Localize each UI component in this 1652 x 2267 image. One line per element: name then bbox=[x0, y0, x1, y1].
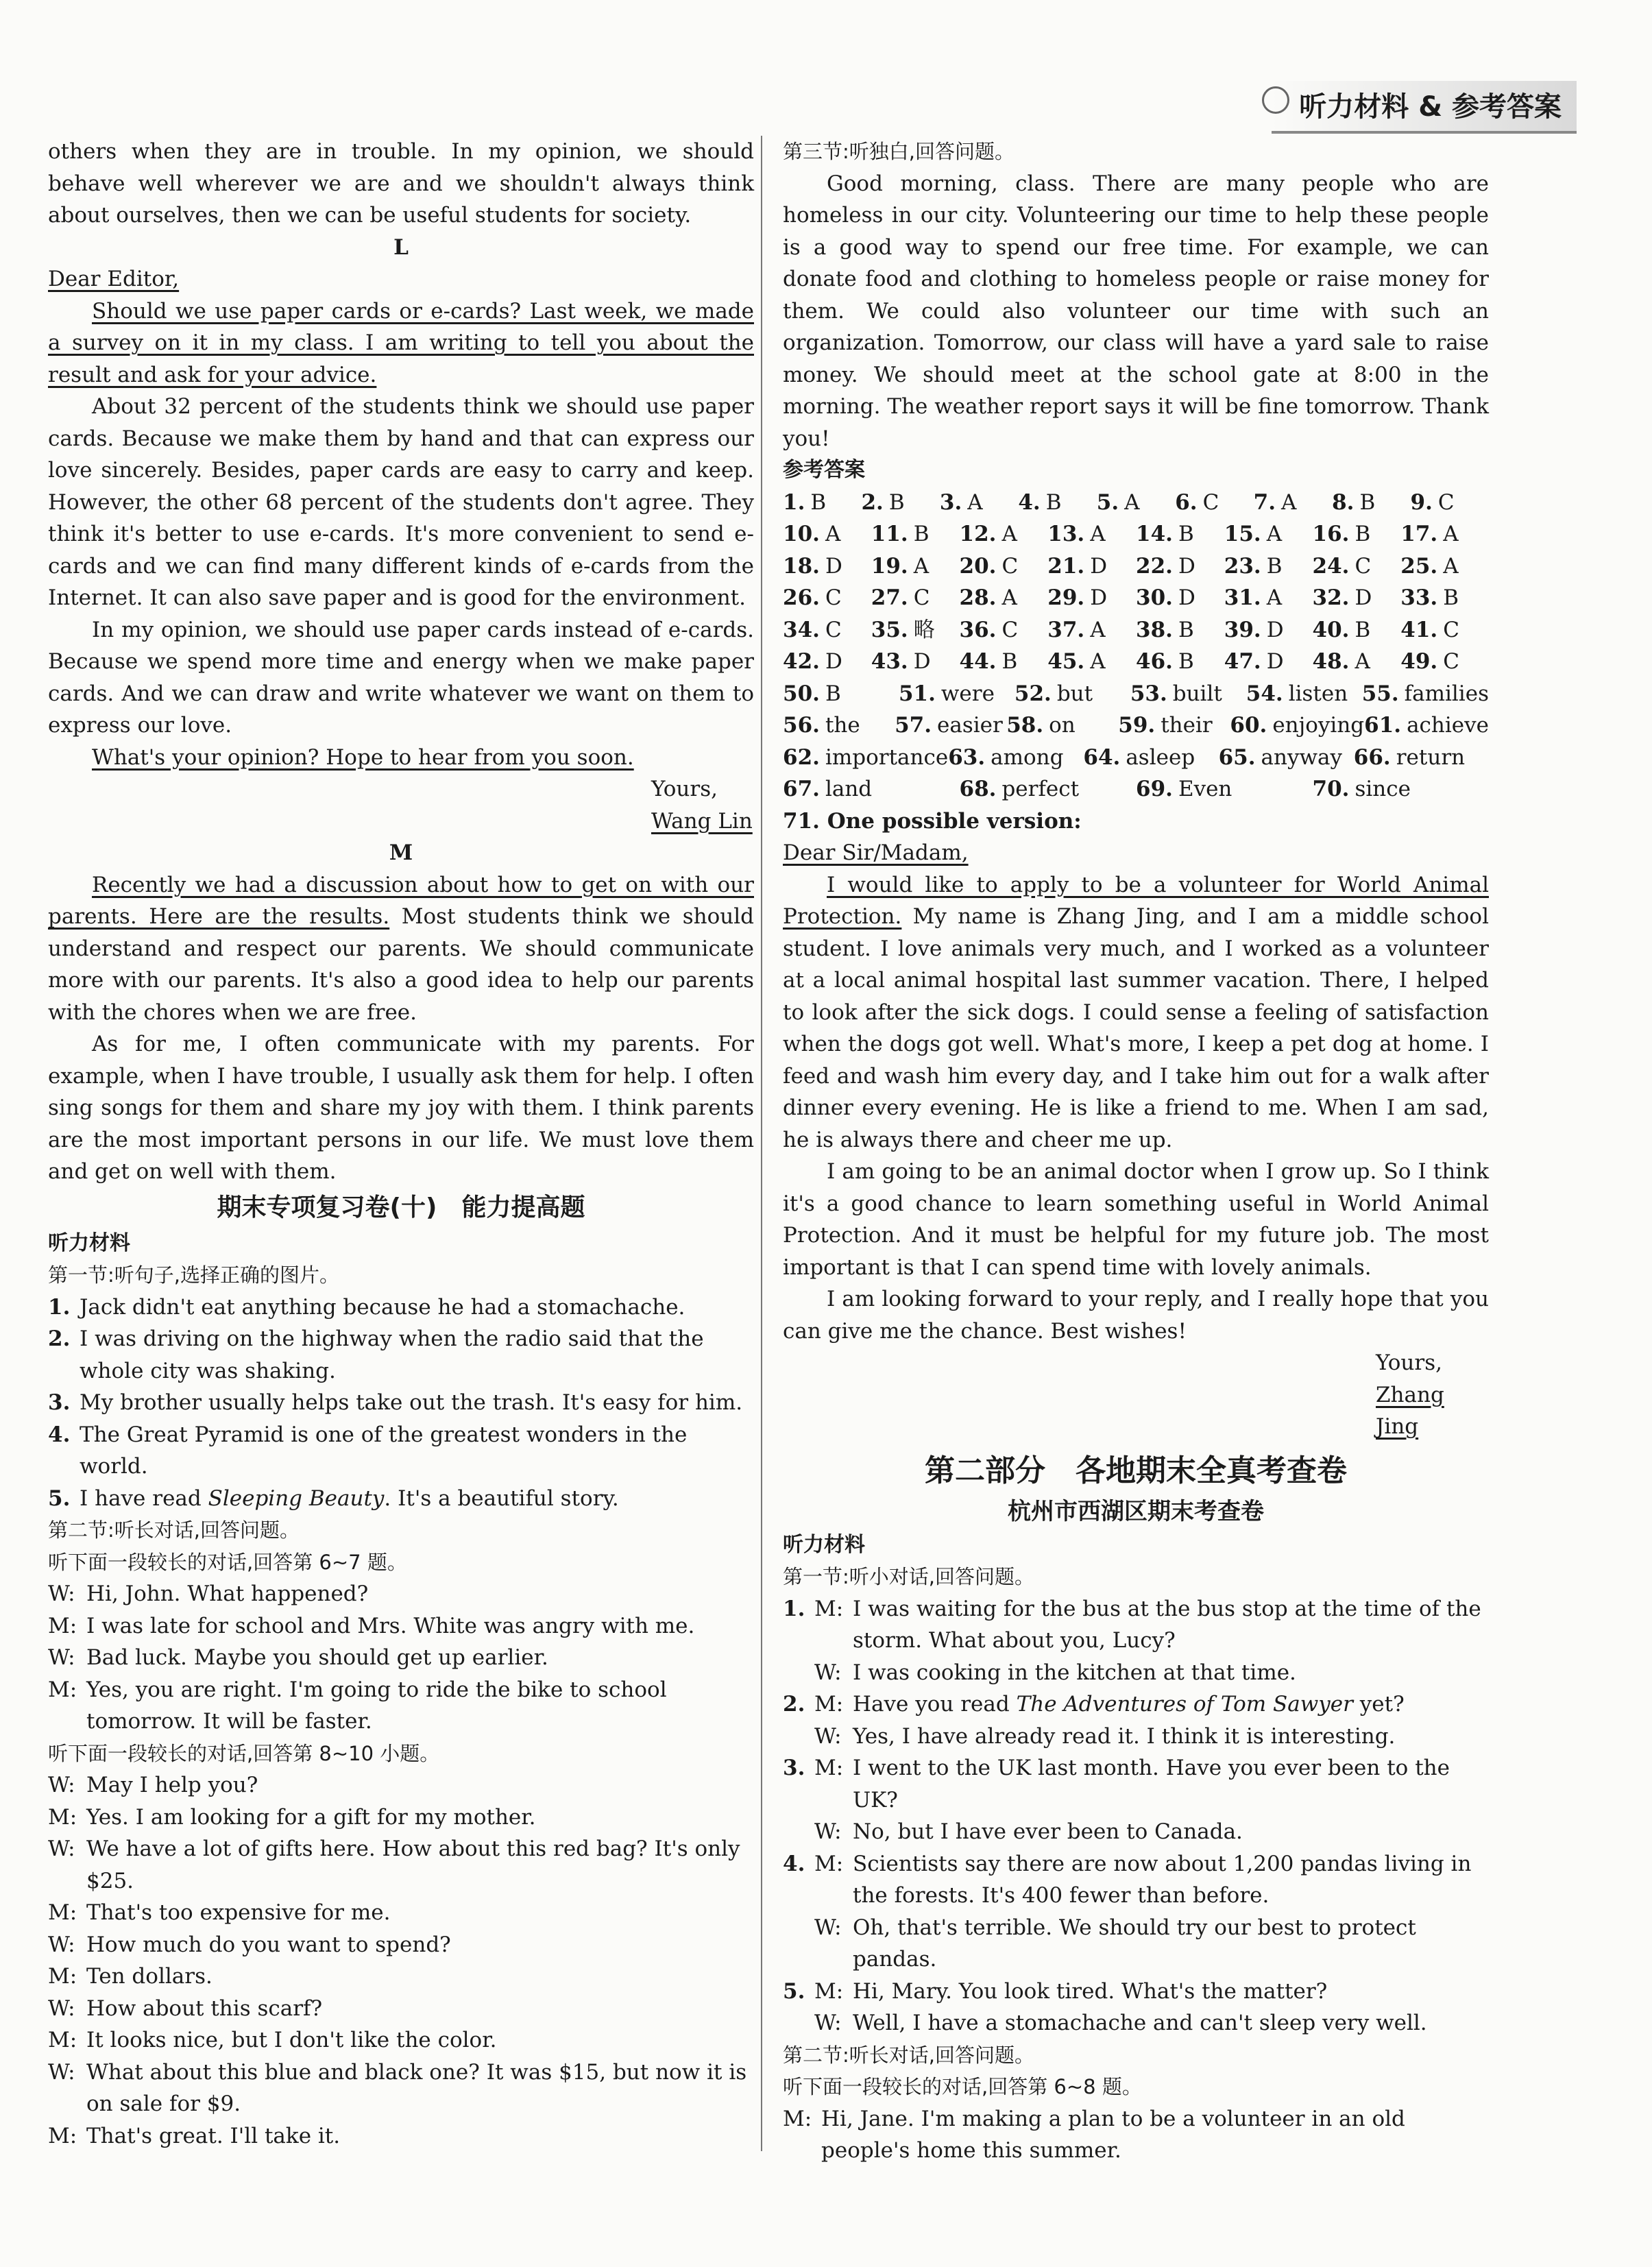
answer-item: 70. since bbox=[1312, 777, 1411, 801]
answer-item: 16. B bbox=[1312, 522, 1371, 546]
essay-l-close: Yours, bbox=[651, 777, 718, 801]
right-column bbox=[783, 136, 1489, 2167]
essay-label: 71. One possible version: bbox=[783, 808, 1082, 834]
answer-item: 4. B bbox=[1018, 489, 1062, 515]
section-header-tag bbox=[1272, 81, 1577, 134]
essay-p2: I am going to be an animal doctor when I grow up. So I think it's a good chance to learn something useful in World Animal Protection. And it must be helpful for my future job. The most important is that I can spend time with lovely animals. bbox=[783, 1159, 1489, 1280]
answer-item: 38. B bbox=[1136, 617, 1194, 642]
dialog-line: W: Hi, John. What happened? bbox=[48, 1581, 369, 1606]
part3-instruction: 第三节:听独白,回答问题。 bbox=[783, 140, 1015, 163]
essay-p1: I would like to apply to be a volunteer for World Animal Protection. My name is Zhang Jing, and I am a middle school student. I love animals very much, and I worked as a volunteer at a local animal hospital last summer vacation. There, I helped to look after the sick dogs. I could sense a feeling of satisfaction when the dogs got well. What's more, I keep a pet dog at home. I feed and wash him every day, and I take him out for a walk after dinner every evening. He is like a friend to me. When I am sad, he is always there and cheer me up. bbox=[783, 872, 1489, 1152]
dialog-line: M: It looks nice, but I don't like the color. bbox=[48, 2028, 497, 2052]
sentence-item: 5. I have read Sleeping Beauty. It's a beautiful story. bbox=[48, 1486, 619, 1511]
left-column bbox=[48, 136, 754, 2152]
section1-instruction: 第一节:听小对话,回答问题。 bbox=[783, 1565, 1034, 1588]
answer-row bbox=[783, 678, 1489, 710]
essay-l-p1: Should we use paper cards or e-cards? Last week, we made a survey on it in my class. I am writing to tell you about the result and ask for your advice. bbox=[48, 298, 754, 387]
short-dialog: 1. M: I was waiting for the bus at the bus stop at the time of the storm. What about you, Lucy? bbox=[783, 1596, 1481, 1653]
answer-item: 57. easier bbox=[895, 713, 1003, 738]
answer-item: 55. families bbox=[1361, 681, 1489, 706]
answer-row bbox=[783, 487, 1489, 519]
dialog-line: M: Yes. I am looking for a gift for my mother. bbox=[48, 1804, 536, 1830]
part1-instruction: 第一节:听句子,选择正确的图片。 bbox=[48, 1263, 339, 1287]
short-dialog: 4. M: Scientists say there are now about 1,200 pandas living in the forests. It's 400 fewer than before. bbox=[783, 1851, 1472, 1908]
answer-item: 60. enjoying bbox=[1230, 713, 1365, 738]
section2-intro: 听下面一段较长的对话,回答第 6~8 题。 bbox=[783, 2075, 1142, 2098]
sentence-item: 2. I was driving on the highway when the radio said that the whole city was shaking. bbox=[48, 1326, 704, 1383]
short-dialog: 5. M: Hi, Mary. You look tired. What's the matter? bbox=[783, 1978, 1328, 2004]
answer-item: 47. D bbox=[1224, 649, 1284, 674]
answer-item: 32. D bbox=[1312, 585, 1372, 610]
part2-instruction: 第二节:听长对话,回答问题。 bbox=[48, 1518, 300, 1542]
answer-item: 33. B bbox=[1400, 585, 1459, 610]
answer-item: 61. achieve bbox=[1364, 713, 1490, 738]
essay-l-signature: Wang Lin bbox=[651, 808, 753, 834]
answer-item: 25. A bbox=[1400, 553, 1459, 579]
answer-item: 52. but bbox=[1014, 681, 1093, 706]
answer-item: 13. A bbox=[1047, 522, 1106, 546]
essay-l-p2: About 32 percent of the students think we should use paper cards. Because we make them by hand and that can express our love sincerely. Besides, paper cards are easy to carry and keep. However, the other 68 percent of the students don't agree. They think it's better to use e-cards. It's more convenient to send e-cards and we can find many different kinds of e-cards from the Internet. It can also save paper and is good for the environment. bbox=[48, 394, 754, 610]
answer-item: 54. listen bbox=[1246, 681, 1348, 706]
dialog-line: W: We have a lot of gifts here. How about this red bag? It's only $25. bbox=[48, 1836, 740, 1893]
answer-item: 5. A bbox=[1096, 489, 1140, 515]
answer-item: 41. C bbox=[1400, 617, 1459, 642]
answer-row bbox=[783, 773, 1489, 805]
answer-item: 65. anyway bbox=[1218, 744, 1343, 770]
dialog-line: M: That's great. I'll take it. bbox=[48, 2123, 341, 2148]
answer-item: 40. B bbox=[1312, 617, 1371, 642]
essay-greeting: Dear Sir/Madam, bbox=[783, 840, 969, 865]
answer-item: 67. land bbox=[783, 777, 873, 801]
circle-decoration-icon bbox=[1262, 86, 1289, 114]
answer-item: 23. B bbox=[1224, 553, 1283, 579]
answer-item: 24. C bbox=[1312, 553, 1372, 579]
answer-item: 3. A bbox=[939, 489, 983, 515]
answer-item: 50. B bbox=[783, 681, 841, 706]
answer-item: 31. A bbox=[1224, 585, 1283, 610]
answer-row bbox=[783, 550, 1489, 583]
answer-item: 12. A bbox=[959, 522, 1017, 546]
sentence-item: 4. The Great Pyramid is one of the greatest wonders in the world. bbox=[48, 1422, 688, 1479]
essay-l-heading: L bbox=[393, 234, 409, 260]
essay-l-greeting: Dear Editor, bbox=[48, 267, 180, 291]
dialog-line: M: Ten dollars. bbox=[48, 1964, 212, 1989]
answer-item: 45. A bbox=[1047, 649, 1106, 674]
answer-item: 49. C bbox=[1400, 649, 1459, 674]
answer-item: 43. D bbox=[871, 649, 931, 674]
answer-row bbox=[783, 614, 1489, 646]
essay-m-p1: Recently we had a discussion about how to get on with our parents. Here are the results. Most students think we should understand and respect our parents. We should communicate more with our parents. It's also a good idea to help our parents with the chores when we are free. bbox=[48, 872, 755, 1025]
answer-item: 8. B bbox=[1332, 489, 1376, 515]
answer-item: 21. D bbox=[1047, 553, 1108, 579]
dialog1-intro: 听下面一段较长的对话,回答第 6~7 题。 bbox=[48, 1550, 407, 1574]
answer-row bbox=[783, 582, 1489, 614]
answer-item: 66. return bbox=[1353, 744, 1466, 770]
short-dialog-reply: W: Oh, that's terrible. We should try our best to protect pandas. bbox=[814, 1915, 1416, 1972]
essay-p3: I am looking forward to your reply, and I really hope that you can give me the chance. Best wishes! bbox=[783, 1287, 1489, 1344]
answer-item: 64. asleep bbox=[1083, 744, 1195, 770]
answer-item: 6. C bbox=[1175, 489, 1219, 515]
listening-heading-2: 听力材料 bbox=[783, 1532, 865, 1557]
essay-m-heading: M bbox=[389, 840, 413, 865]
answer-item: 62. importance bbox=[783, 744, 949, 770]
answer-item: 53. built bbox=[1130, 681, 1222, 706]
answer-item: 46. B bbox=[1136, 649, 1194, 674]
answer-item: 42. D bbox=[783, 649, 842, 674]
answer-item: 2. B bbox=[861, 489, 905, 515]
answer-item: 14. B bbox=[1136, 522, 1194, 546]
short-dialog-reply: W: I was cooking in the kitchen at that time. bbox=[814, 1660, 1296, 1685]
answer-item: 56. the bbox=[783, 713, 860, 738]
dialog-line: W: What about this blue and black one? It was $15, but now it is on sale for $9. bbox=[48, 2059, 747, 2116]
answer-item: 37. A bbox=[1047, 617, 1106, 642]
answer-item: 27. C bbox=[871, 585, 930, 610]
sentence-item: 1. Jack didn't eat anything because he had a stomachache. bbox=[48, 1294, 685, 1320]
answer-item: 29. D bbox=[1047, 585, 1108, 610]
answer-item: 15. A bbox=[1224, 522, 1283, 546]
answer-item: 69. Even bbox=[1136, 777, 1232, 801]
dialog-line: W: May I help you? bbox=[48, 1773, 258, 1797]
column-divider bbox=[761, 136, 762, 2151]
essay-m-p2: As for me, I often communicate with my parents. For example, when I have trouble, I usually ask them for help. I often sing songs for them and share my joy with them. I think parents are the most important persons in our life. We must love them and get on well with them. bbox=[48, 1032, 754, 1184]
opening-paragraph: others when they are in trouble. In my opinion, we should behave well wherever we are and we shouldn't always think about ourselves, then we can be useful students for society. bbox=[48, 139, 754, 228]
dialog-line: M: I was late for school and Mrs. White was angry with me. bbox=[48, 1613, 695, 1638]
answer-item: 63. among bbox=[948, 744, 1064, 770]
monologue: Good morning, class. There are many people who are homeless in our city. Volunteering our time to help these people is a good way to spend our free time. For example, we can donate food and clothing to homeless people or raise money for them. We could also volunteer our time with such an organization. Tomorrow, our class will have a yard sale to raise money. We should meet at the school gate at 8:00 in the morning. The weather report says it will be fine tomorrow. Thank you! bbox=[783, 171, 1489, 451]
section2-instruction: 第二节:听长对话,回答问题。 bbox=[783, 2043, 1034, 2067]
answer-item: 51. were bbox=[898, 681, 995, 706]
dialog2-intro: 听下面一段较长的对话,回答第 8~10 小题。 bbox=[48, 1741, 440, 1765]
answer-row bbox=[783, 518, 1489, 550]
answer-row bbox=[783, 742, 1489, 774]
answer-item: 58. on bbox=[1006, 713, 1076, 738]
answer-item: 17. A bbox=[1400, 522, 1459, 546]
section-title: 期末专项复习卷(十) 能力提高题 bbox=[217, 1193, 585, 1222]
answer-item: 7. A bbox=[1253, 489, 1297, 515]
answer-item: 44. B bbox=[959, 649, 1018, 674]
header-label: 听力材料 & 参考答案 bbox=[1299, 91, 1562, 123]
answer-item: 9. C bbox=[1410, 489, 1455, 515]
dialog-line: M: Yes, you are right. I'm going to ride the bike to school tomorrow. It will be faster. bbox=[48, 1677, 667, 1734]
dialog-line: W: Bad luck. Maybe you should get up earlier. bbox=[48, 1645, 548, 1670]
answer-item: 39. D bbox=[1224, 617, 1284, 642]
essay-close: Yours, bbox=[1376, 1350, 1442, 1375]
answer-item: 34. C bbox=[783, 617, 842, 642]
short-dialog: 3. M: I went to the UK last month. Have you ever been to the UK? bbox=[783, 1756, 1450, 1813]
essay-signature: Zhang Jing bbox=[1376, 1382, 1444, 1439]
short-dialog-reply: W: No, but I have ever been to Canada. bbox=[814, 1819, 1243, 1844]
answer-item: 28. A bbox=[959, 585, 1017, 610]
answer-item: 30. D bbox=[1136, 585, 1195, 610]
dialog-line: W: How about this scarf? bbox=[48, 1996, 323, 2021]
sentence-item: 3. My brother usually helps take out the trash. It's easy for him. bbox=[48, 1390, 743, 1415]
answer-item: 68. perfect bbox=[959, 777, 1080, 801]
answer-key bbox=[783, 487, 1489, 805]
answer-item: 26. C bbox=[783, 585, 842, 610]
answer-item: 48. A bbox=[1312, 649, 1370, 674]
answer-item: 22. D bbox=[1136, 553, 1195, 579]
dialog-line: W: How much do you want to spend? bbox=[48, 1932, 451, 1957]
answer-item: 18. D bbox=[783, 553, 842, 579]
answer-row bbox=[783, 710, 1489, 742]
answer-item: 20. C bbox=[959, 553, 1019, 579]
essay-l-p3: In my opinion, we should use paper cards instead of e-cards. Because we spend more time and energy when we make paper cards. And we can draw and write whatever we want on them to express our love. bbox=[48, 617, 754, 738]
exam-title: 杭州市西湖区期末考查卷 bbox=[1008, 1497, 1264, 1525]
answer-item: 10. A bbox=[783, 522, 841, 546]
short-dialog-reply: W: Well, I have a stomachache and can't sleep very well. bbox=[814, 2011, 1427, 2035]
answer-item: 36. C bbox=[959, 617, 1019, 642]
answer-item: 59. their bbox=[1118, 713, 1213, 738]
dialog-line: M: That's too expensive for me. bbox=[48, 1900, 391, 1925]
short-dialog: 2. M: Have you read The Adventures of Tom Sawyer yet? bbox=[783, 1692, 1405, 1717]
answer-item: 35. 略 bbox=[871, 617, 935, 642]
part-title: 第二部分 各地期末全真考查卷 bbox=[925, 1453, 1347, 1488]
answer-item: 11. B bbox=[871, 522, 930, 546]
essay-l-p4: What's your opinion? Hope to hear from you soon. bbox=[92, 744, 634, 770]
short-dialog-reply: W: Yes, I have already read it. I think it is interesting. bbox=[814, 1723, 1396, 1749]
answer-item: 19. A bbox=[871, 553, 930, 579]
dialog-line: M: Hi, Jane. I'm making a plan to be a volunteer in an old people's home this summer. bbox=[783, 2106, 1405, 2163]
listening-heading: 听力材料 bbox=[48, 1231, 130, 1255]
answers-heading: 参考答案 bbox=[783, 458, 865, 482]
answer-item: 1. B bbox=[783, 489, 827, 515]
answer-row bbox=[783, 646, 1489, 678]
